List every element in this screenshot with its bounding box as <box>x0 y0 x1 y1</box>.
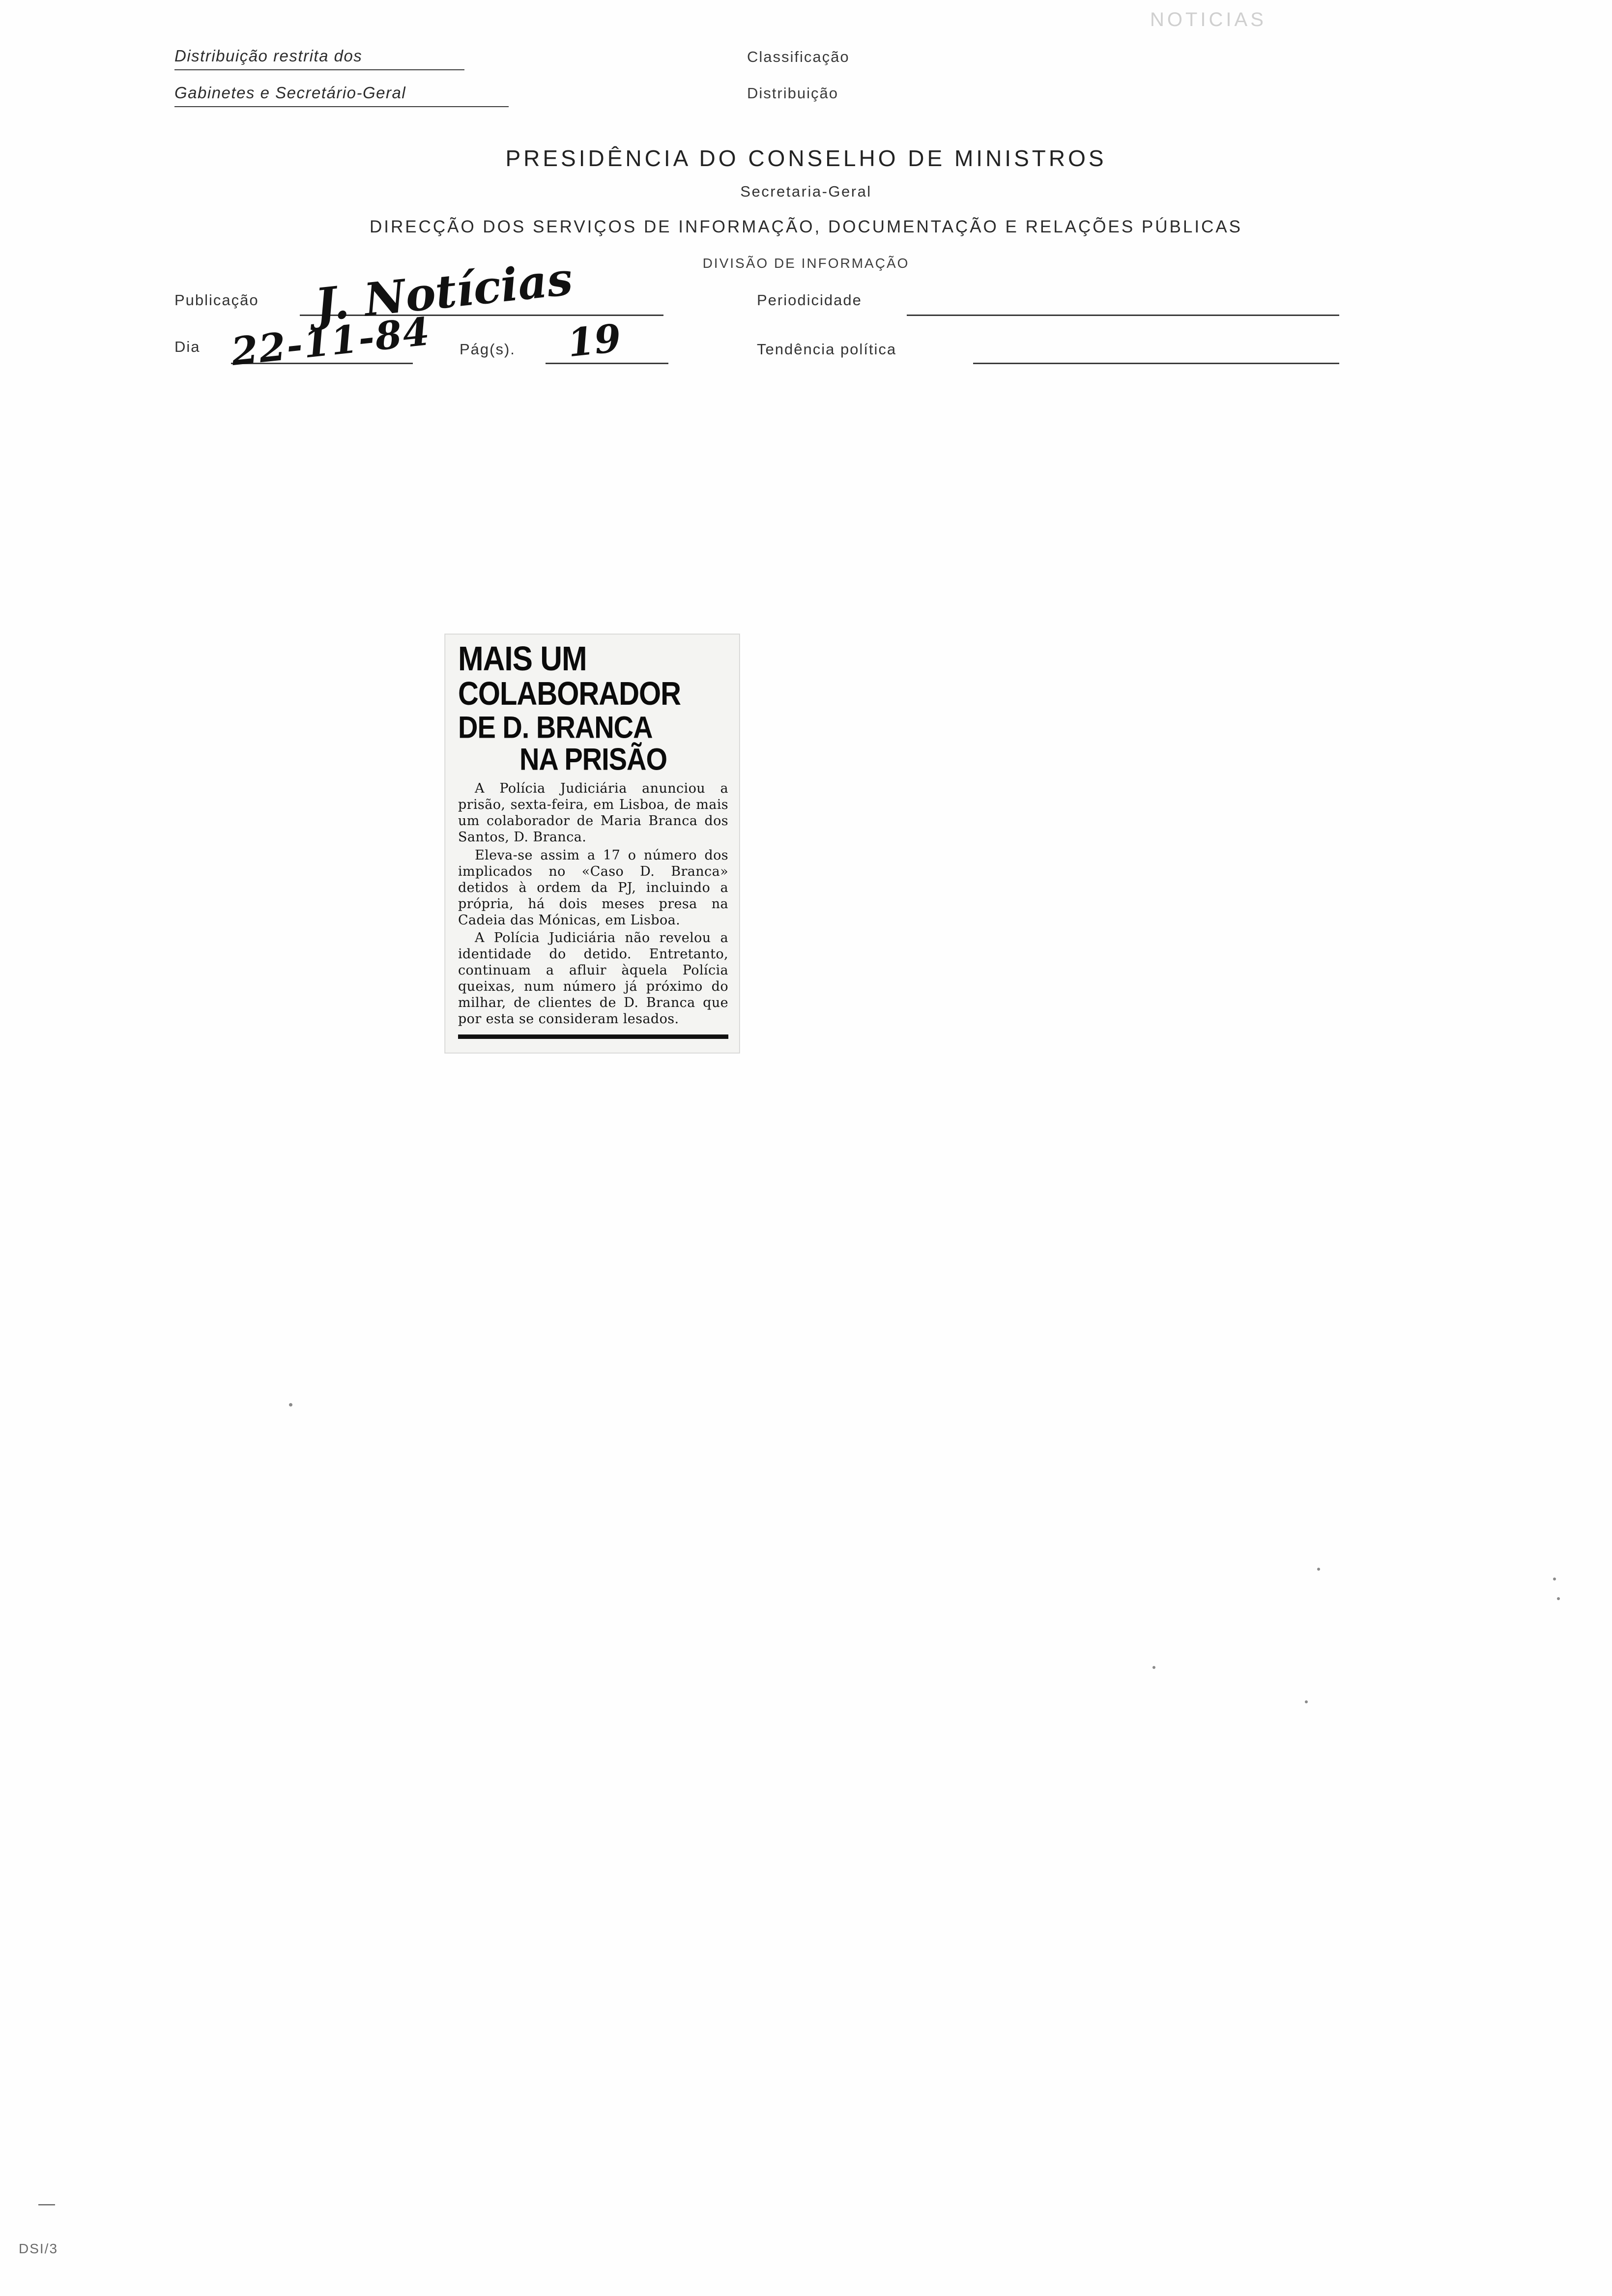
classification-label: Classificação <box>747 48 850 65</box>
footer-dash-mark: — <box>38 2194 55 2213</box>
organization-direction: DIRECÇÃO DOS SERVIÇOS DE INFORMAÇÃO, DOCUMENTAÇÃO E RELAÇÕES PÚBLICAS <box>369 217 1243 236</box>
periodicity-rule <box>907 315 1339 316</box>
clipping-headline-line-4: NA PRISÃO <box>519 742 667 776</box>
footer-code: DSI/3 <box>19 2241 58 2256</box>
organization-division: DIVISÃO DE INFORMAÇÃO <box>702 256 910 271</box>
clipping-headline-line-3: DE D. BRANCA <box>458 710 653 745</box>
clipping-paragraph: A Polícia Judiciária não revelou a identidade do detido. Entretanto, continuam a afluir àquela Polícia queixas, num número já próximo do milhar, de clientes de D. Branca que por esta se consideram lesados. <box>458 930 728 1027</box>
political-trend-label: Tendência política <box>757 341 897 358</box>
faint-header-text: NOTICIAS <box>1150 9 1267 30</box>
publication-label: Publicação <box>174 291 259 309</box>
distribution-note-line-2: Gabinetes e Secretário-Geral <box>174 84 509 107</box>
pages-value: 19 <box>565 316 624 366</box>
scan-speck <box>1557 1597 1560 1600</box>
newspaper-clipping <box>445 634 740 1053</box>
clipping-paragraph: Eleva-se assim a 17 o número dos implicados no «Caso D. Branca» detidos à ordem da PJ, incluindo a própria, há dois meses presa na Cadeia das Mónicas, em Lisboa. <box>458 847 728 928</box>
scan-speck <box>1152 1666 1155 1669</box>
organization-title: PRESIDÊNCIA DO CONSELHO DE MINISTROS <box>505 145 1107 171</box>
pages-rule <box>546 363 668 364</box>
distribution-label: Distribuição <box>747 85 838 102</box>
day-label: Dia <box>174 338 201 355</box>
clipping-headline-line-1: MAIS UM <box>458 640 587 678</box>
scan-speck <box>1317 1568 1320 1571</box>
pages-label: Pág(s). <box>460 341 516 358</box>
day-value: 22-11-84 <box>229 309 433 374</box>
political-trend-rule <box>973 363 1339 364</box>
scan-speck <box>289 1403 292 1406</box>
scan-speck <box>1305 1700 1308 1703</box>
periodicity-label: Periodicidade <box>757 291 862 309</box>
distribution-note-line-1: Distribuição restrita dos <box>174 47 464 70</box>
scan-speck <box>1553 1578 1556 1580</box>
clipping-headline <box>458 640 728 776</box>
publication-value: J. Notícias <box>312 252 575 332</box>
clipping-bottom-rule <box>458 1034 728 1039</box>
clipping-headline-line-2: COLABORADOR <box>458 675 681 713</box>
clipping-paragraph: A Polícia Judiciária anunciou a prisão, sexta-feira, em Lisboa, de mais um colaborador de Maria Branca dos Santos, D. Branca. <box>458 781 728 845</box>
clipping-body <box>458 781 728 1028</box>
organization-subtitle: Secretaria-Geral <box>740 183 872 200</box>
